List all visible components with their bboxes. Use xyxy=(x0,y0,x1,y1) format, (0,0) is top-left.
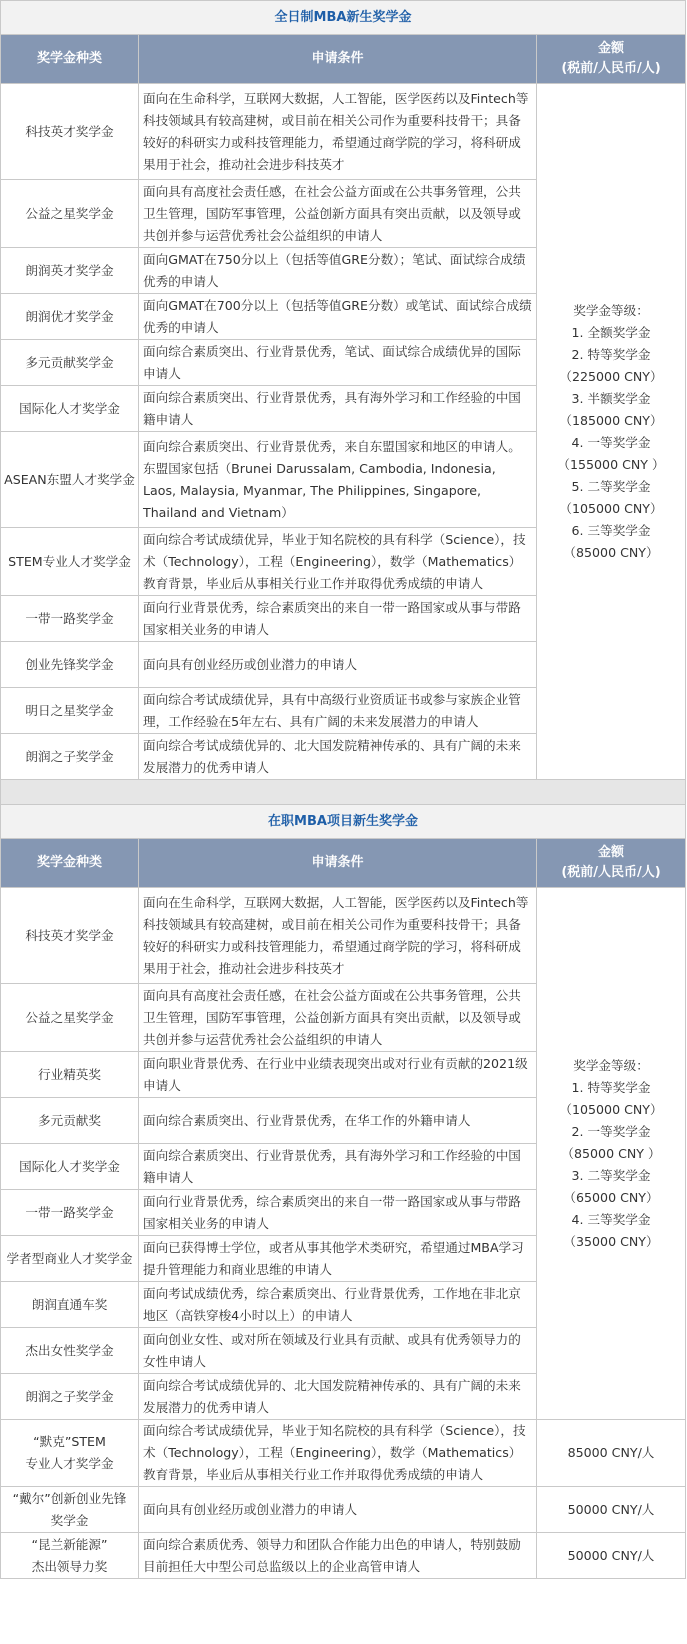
scholarship-condition: 面向创业女性、或对所在领域及行业具有贡献、或具有优秀领导力的女性申请人 xyxy=(139,1328,537,1374)
header-amount-line2: (税前/人民币/人) xyxy=(561,61,661,76)
scholarship-name: 朗润英才奖学金 xyxy=(1,248,139,294)
header-condition: 申请条件 xyxy=(139,35,537,84)
amount-level-line: （105000 CNY） xyxy=(559,500,663,516)
amount-level-line: （35000 CNY） xyxy=(563,1233,659,1249)
scholarship-name: 杰出女性奖学金 xyxy=(1,1328,139,1374)
amount-level-line: 5. 二等奖学金 xyxy=(571,478,651,494)
scholarship-name: 朗润之子奖学金 xyxy=(1,734,139,780)
scholarship-name-line2: 杰出领导力奖 xyxy=(31,1558,108,1574)
scholarship-name: 国际化人才奖学金 xyxy=(1,1144,139,1190)
scholarship-condition: 面向综合考试成绩优异的、北大国发院精神传承的、具有广阔的未来发展潜力的优秀申请人 xyxy=(139,734,537,780)
amount-level-line: 3. 半额奖学金 xyxy=(571,390,651,406)
section-gap xyxy=(1,780,686,805)
header-amount xyxy=(537,839,686,888)
scholarship-name: 学者型商业人才奖学金 xyxy=(1,1236,139,1282)
scholarship-condition: 面向具有高度社会责任感，在社会公益方面或在公共事务管理，公共卫生管理，国防军事管理，公益创新方面具有突出贡献，以及领导或共创并参与运营优秀社会公益组织的申请人 xyxy=(139,180,537,248)
scholarship-name: 多元贡献奖学金 xyxy=(1,340,139,386)
scholarship-name: 行业精英奖 xyxy=(1,1052,139,1098)
scholarship-condition: 面向综合素质突出、行业背景优秀，来自东盟国家和地区的申请人。东盟国家包括（Brunei Darussalam, Cambodia, Indonesia, Laos, Malaysia, Myanmar, The Philippines, Singapore, Thailand and Vietnam） xyxy=(139,432,537,528)
scholarship-name-line2: 奖学金 xyxy=(50,1512,89,1528)
scholarship-condition: 面向综合素质突出、行业背景优秀，在华工作的外籍申请人 xyxy=(139,1098,537,1144)
scholarship-condition: 面向GMAT在750分以上（包括等值GRE分数）；笔试、面试综合成绩优秀的申请人 xyxy=(139,248,537,294)
amount-level-line: 1. 特等奖学金 xyxy=(571,1079,651,1095)
scholarship-amount-levels xyxy=(537,888,686,1420)
scholarship-condition: 面向综合考试成绩优异，毕业于知名院校的具有科学（Science），技术（Technology），工程（Engineering），数学（Mathematics）教育背景，毕业后从事相关行业工作并取得优秀成绩的申请人 xyxy=(139,528,537,596)
amount-level-line: 奖学金等级： xyxy=(573,302,649,318)
header-amount xyxy=(537,35,686,84)
scholarship-condition: 面向具有高度社会责任感，在社会公益方面或在公共事务管理，公共卫生管理，国防军事管理，公益创新方面具有突出贡献，以及领导或共创并参与运营优秀社会公益组织的申请人 xyxy=(139,984,537,1052)
scholarship-amount: 85000 CNY/人 xyxy=(537,1420,686,1487)
scholarship-condition: 面向行业背景优秀，综合素质突出的来自一带一路国家或从事与带路国家相关业务的申请人 xyxy=(139,1190,537,1236)
scholarship-name: 朗润优才奖学金 xyxy=(1,294,139,340)
scholarship-condition: 面向职业背景优秀、在行业中业绩表现突出或对行业有贡献的2021级申请人 xyxy=(139,1052,537,1098)
section-title-row xyxy=(1,805,686,839)
scholarship-name: 明日之星奖学金 xyxy=(1,688,139,734)
header-row xyxy=(1,839,686,888)
table-row xyxy=(1,1487,686,1533)
amount-level-line: （65000 CNY） xyxy=(563,1189,659,1205)
table-row xyxy=(1,888,686,984)
scholarship-condition: 面向行业背景优秀，综合素质突出的来自一带一路国家或从事与带路国家相关业务的申请人 xyxy=(139,596,537,642)
scholarship-name: 国际化人才奖学金 xyxy=(1,386,139,432)
scholarship-condition: 面向综合素质突出、行业背景优秀，具有海外学习和工作经验的中国籍申请人 xyxy=(139,386,537,432)
scholarship-condition: 面向在生命科学，互联网大数据，人工智能，医学医药以及Fintech等科技领域具有较高建树，或目前在相关公司作为重要科技骨干；具备较好的科研实力或科技管理能力，希望通过商学院的学习，将科研成果用于社会，推动社会进步科技英才 xyxy=(139,888,537,984)
scholarship-name: 创业先锋奖学金 xyxy=(1,642,139,688)
header-row xyxy=(1,35,686,84)
section-title-row xyxy=(1,1,686,35)
scholarship-name xyxy=(1,1533,139,1579)
header-condition: 申请条件 xyxy=(139,839,537,888)
amount-level-line: 奖学金等级： xyxy=(573,1057,649,1073)
scholarship-name: 一带一路奖学金 xyxy=(1,1190,139,1236)
scholarship-amount: 50000 CNY/人 xyxy=(537,1487,686,1533)
table-row xyxy=(1,1533,686,1579)
amount-level-line: 1. 全额奖学金 xyxy=(571,324,651,340)
amount-level-line: 3. 二等奖学金 xyxy=(571,1167,651,1183)
scholarship-condition: 面向具有创业经历或创业潜力的申请人 xyxy=(139,642,537,688)
amount-level-line: 6. 三等奖学金 xyxy=(571,522,651,538)
scholarship-condition: 面向具有创业经历或创业潜力的申请人 xyxy=(139,1487,537,1533)
scholarship-name: 多元贡献奖 xyxy=(1,1098,139,1144)
scholarship-condition: 面向综合考试成绩优异，毕业于知名院校的具有科学（Science），技术（Technology），工程（Engineering），数学（Mathematics）教育背景，毕业后从事相关行业工作并取得优秀成绩的申请人 xyxy=(139,1420,537,1487)
header-type: 奖学金种类 xyxy=(1,35,139,84)
scholarship-name: 公益之星奖学金 xyxy=(1,180,139,248)
section-title: 在职MBA项目新生奖学金 xyxy=(1,805,686,839)
scholarship-name: 朗润直通车奖 xyxy=(1,1282,139,1328)
scholarship-condition: 面向综合素质突出、行业背景优秀，笔试、面试综合成绩优异的国际申请人 xyxy=(139,340,537,386)
amount-level-line: 4. 一等奖学金 xyxy=(571,434,651,450)
scholarship-name: 公益之星奖学金 xyxy=(1,984,139,1052)
scholarship-condition: 面向综合素质优秀、领导力和团队合作能力出色的申请人，特别鼓励目前担任大中型公司总监级以上的企业高管申请人 xyxy=(139,1533,537,1579)
amount-level-line: （85000 CNY） xyxy=(563,544,659,560)
header-amount-line1: 金额 xyxy=(598,845,625,860)
header-type: 奖学金种类 xyxy=(1,839,139,888)
scholarship-condition: 面向GMAT在700分以上（包括等值GRE分数）或笔试、面试综合成绩优秀的申请人 xyxy=(139,294,537,340)
scholarship-name-line1: “默克”STEM xyxy=(33,1434,106,1449)
amount-level-line: （105000 CNY） xyxy=(559,1101,663,1117)
table-row xyxy=(1,1420,686,1487)
header-amount-line2: (税前/人民币/人) xyxy=(561,865,661,880)
amount-level-line: （225000 CNY） xyxy=(559,368,663,384)
scholarship-condition: 面向考试成绩优秀，综合素质突出、行业背景优秀，工作地在非北京地区（高铁穿梭4小时以上）的申请人 xyxy=(139,1282,537,1328)
scholarship-condition: 面向综合素质突出、行业背景优秀，具有海外学习和工作经验的中国籍申请人 xyxy=(139,1144,537,1190)
scholarship-name: 科技英才奖学金 xyxy=(1,84,139,180)
scholarship-name: 科技英才奖学金 xyxy=(1,888,139,984)
scholarship-amount-levels xyxy=(537,84,686,780)
amount-level-line: 2. 一等奖学金 xyxy=(571,1123,651,1139)
scholarship-name-line1: “戴尔”创新创业先锋 xyxy=(12,1490,127,1506)
scholarship-condition: 面向在生命科学，互联网大数据，人工智能，医学医药以及Fintech等科技领域具有较高建树，或目前在相关公司作为重要科技骨干；具备较好的科研实力或科技管理能力，希望通过商学院的学习，将科研成果用于社会，推动社会进步科技英才 xyxy=(139,84,537,180)
scholarship-name xyxy=(1,1420,139,1487)
amount-level-line: 4. 三等奖学金 xyxy=(571,1211,651,1227)
scholarship-condition: 面向综合考试成绩优异的、北大国发院精神传承的、具有广阔的未来发展潜力的优秀申请人 xyxy=(139,1374,537,1420)
scholarship-name: STEM专业人才奖学金 xyxy=(1,528,139,596)
scholarship-name-line1: “昆兰新能源” xyxy=(31,1536,108,1552)
section-title: 全日制MBA新生奖学金 xyxy=(1,1,686,35)
scholarship-name-line2: 专业人才奖学金 xyxy=(25,1456,114,1471)
scholarship-name xyxy=(1,1487,139,1533)
header-amount-line1: 金额 xyxy=(598,41,625,56)
table-row xyxy=(1,84,686,180)
scholarship-name: 一带一路奖学金 xyxy=(1,596,139,642)
scholarship-condition: 面向已获得博士学位，或者从事其他学术类研究，希望通过MBA学习提升管理能力和商业思维的申请人 xyxy=(139,1236,537,1282)
amount-level-line: （85000 CNY ） xyxy=(561,1145,661,1161)
amount-level-line: （155000 CNY ） xyxy=(557,456,665,472)
section-divider xyxy=(1,780,686,805)
scholarship-amount: 50000 CNY/人 xyxy=(537,1533,686,1579)
scholarship-condition: 面向综合考试成绩优异，具有中高级行业资质证书或参与家族企业管理，工作经验在5年左右、具有广阔的未来发展潜力的申请人 xyxy=(139,688,537,734)
scholarship-name: ASEAN东盟人才奖学金 xyxy=(1,432,139,528)
amount-level-line: 2. 特等奖学金 xyxy=(571,346,651,362)
scholarship-name: 朗润之子奖学金 xyxy=(1,1374,139,1420)
amount-level-line: （185000 CNY） xyxy=(559,412,663,428)
